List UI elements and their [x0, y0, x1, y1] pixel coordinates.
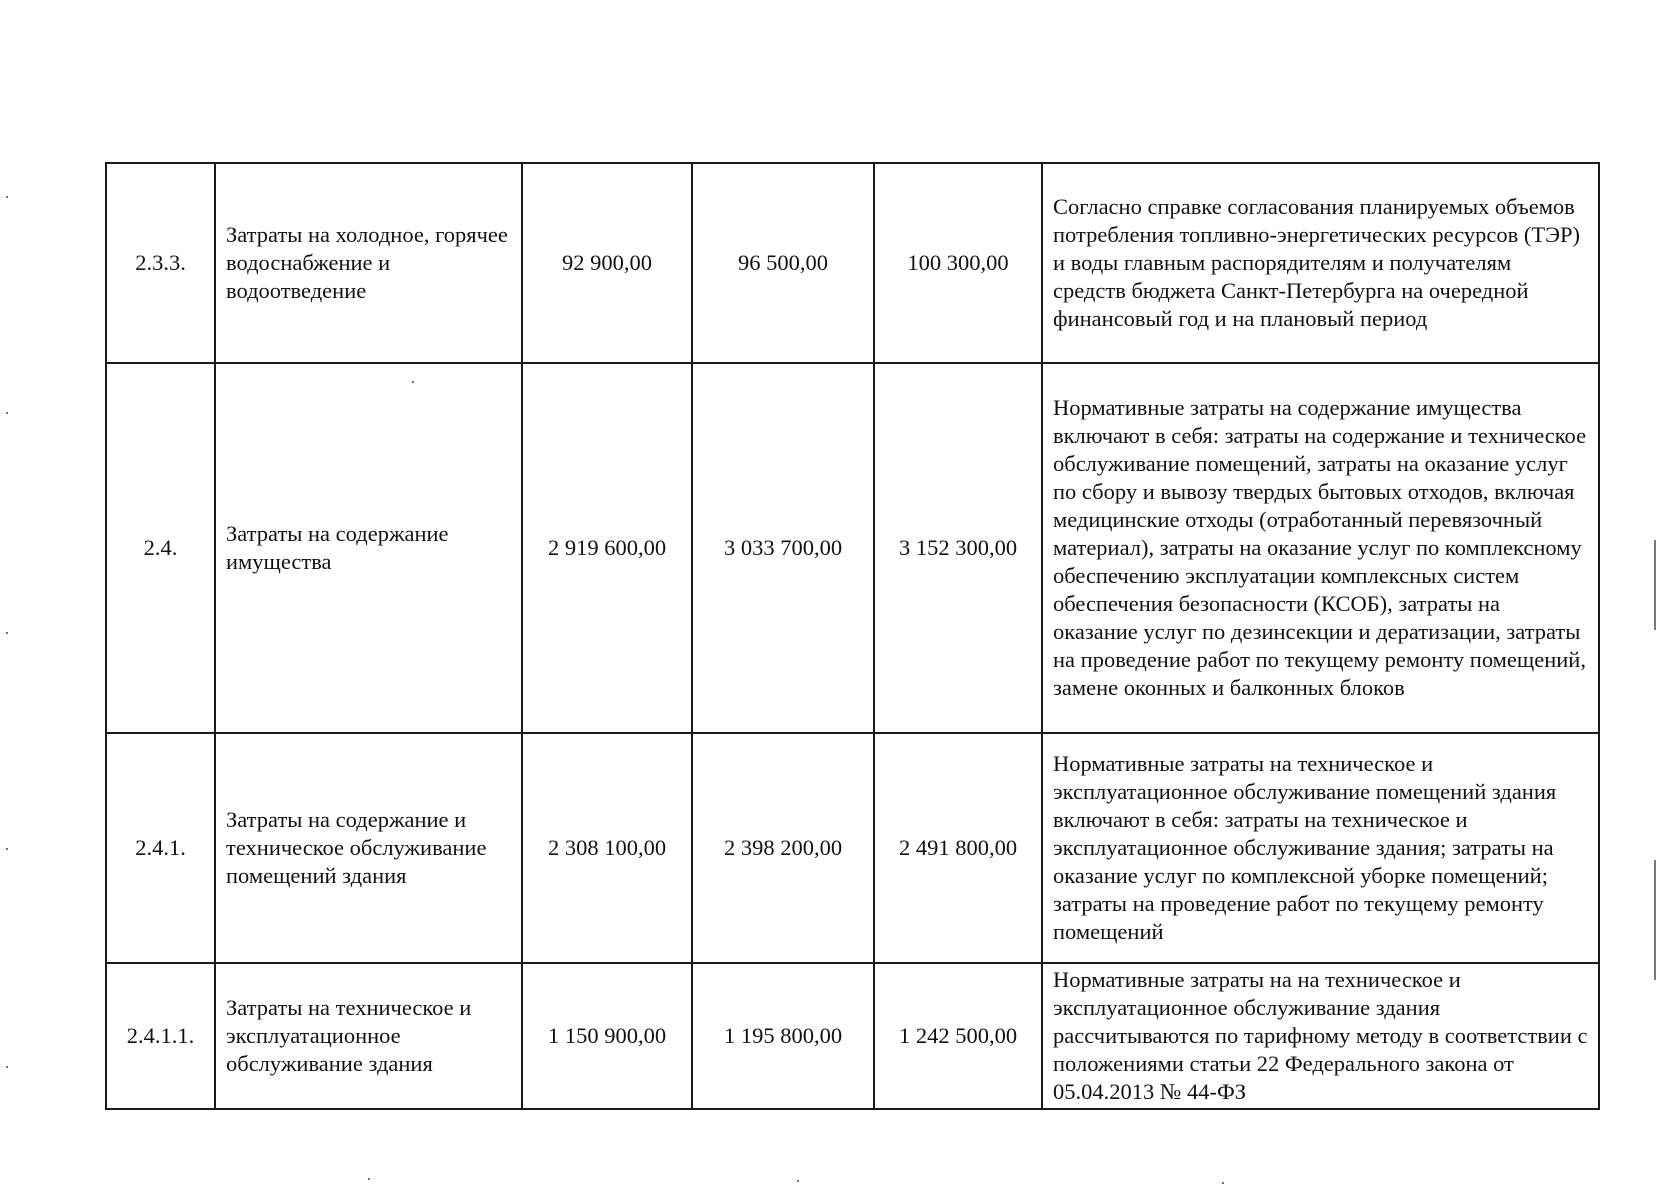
cost-item-name: Затраты на холодное, горячее водоснабжение и водоотведение [215, 163, 522, 363]
row-number: 2.4.1. [106, 733, 215, 963]
scan-speck [1222, 1182, 1224, 1184]
scan-speck [6, 412, 8, 414]
scan-edge-mark [1654, 540, 1656, 630]
justification-text: Нормативные затраты на содержание имущества включают в себя: затраты на содержание и техническое обслуживание помещений, затраты на оказание услуг по сбору и вывозу твердых бытовых отходов, включая медицинские отходы (отработанный перевязочный материал), затраты на оказание услуг по комплексному обеспечению эксплуатации комплексных систем обеспечения безопасности (КСОБ), затраты на оказание услуг по дезинсекции и дератизации, затраты на проведение работ по текущему ремонту помещений, замене оконных и балконных блоков [1042, 363, 1599, 733]
justification-text: Нормативные затраты на на техническое и эксплуатационное обслуживание здания рассчитываются по тарифному методу в соответствии с положениями статьи 22 Федерального закона от 05.04.2013 № 44-ФЗ [1042, 963, 1599, 1109]
cost-table [105, 162, 1600, 1110]
justification-text: Согласно справке согласования планируемых объемов потребления топливно-энергетических ресурсов (ТЭР) и воды главным распорядителям и получателям средств бюджета Санкт-Петербурга на очередной финансовый год и на плановый период [1042, 163, 1599, 363]
table-row [106, 963, 1599, 1109]
amount-year-2: 96 500,00 [692, 163, 874, 363]
row-number: 2.4. [106, 363, 215, 733]
amount-year-3: 2 491 800,00 [874, 733, 1042, 963]
amount-year-2: 1 195 800,00 [692, 963, 874, 1109]
table-row [106, 733, 1599, 963]
amount-year-3: 1 242 500,00 [874, 963, 1042, 1109]
amount-year-1: 92 900,00 [522, 163, 692, 363]
scan-speck [6, 848, 8, 850]
justification-text: Нормативные затраты на техническое и эксплуатационное обслуживание помещений здания включают в себя: затраты на техническое и эксплуатационное обслуживание здания; затраты на оказание услуг по комплексной уборке помещений; затраты на проведение работ по текущему ремонту помещений [1042, 733, 1599, 963]
scan-speck [6, 196, 8, 198]
amount-year-1: 2 919 600,00 [522, 363, 692, 733]
row-number: 2.4.1.1. [106, 963, 215, 1109]
table-row [106, 163, 1599, 363]
scan-speck [6, 1066, 8, 1068]
amount-year-3: 3 152 300,00 [874, 363, 1042, 733]
cost-item-name: Затраты на техническое и эксплуатационное обслуживание здания [215, 963, 522, 1109]
row-number: 2.3.3. [106, 163, 215, 363]
table-row [106, 363, 1599, 733]
cost-item-name: Затраты на содержание имущества [215, 363, 522, 733]
amount-year-2: 2 398 200,00 [692, 733, 874, 963]
scan-speck [6, 632, 8, 634]
amount-year-1: 2 308 100,00 [522, 733, 692, 963]
cost-item-name: Затраты на содержание и техническое обслуживание помещений здания [215, 733, 522, 963]
amount-year-3: 100 300,00 [874, 163, 1042, 363]
amount-year-1: 1 150 900,00 [522, 963, 692, 1109]
scan-speck [797, 1180, 799, 1182]
scan-speck [368, 1178, 370, 1180]
scan-edge-mark [1654, 860, 1656, 980]
amount-year-2: 3 033 700,00 [692, 363, 874, 733]
